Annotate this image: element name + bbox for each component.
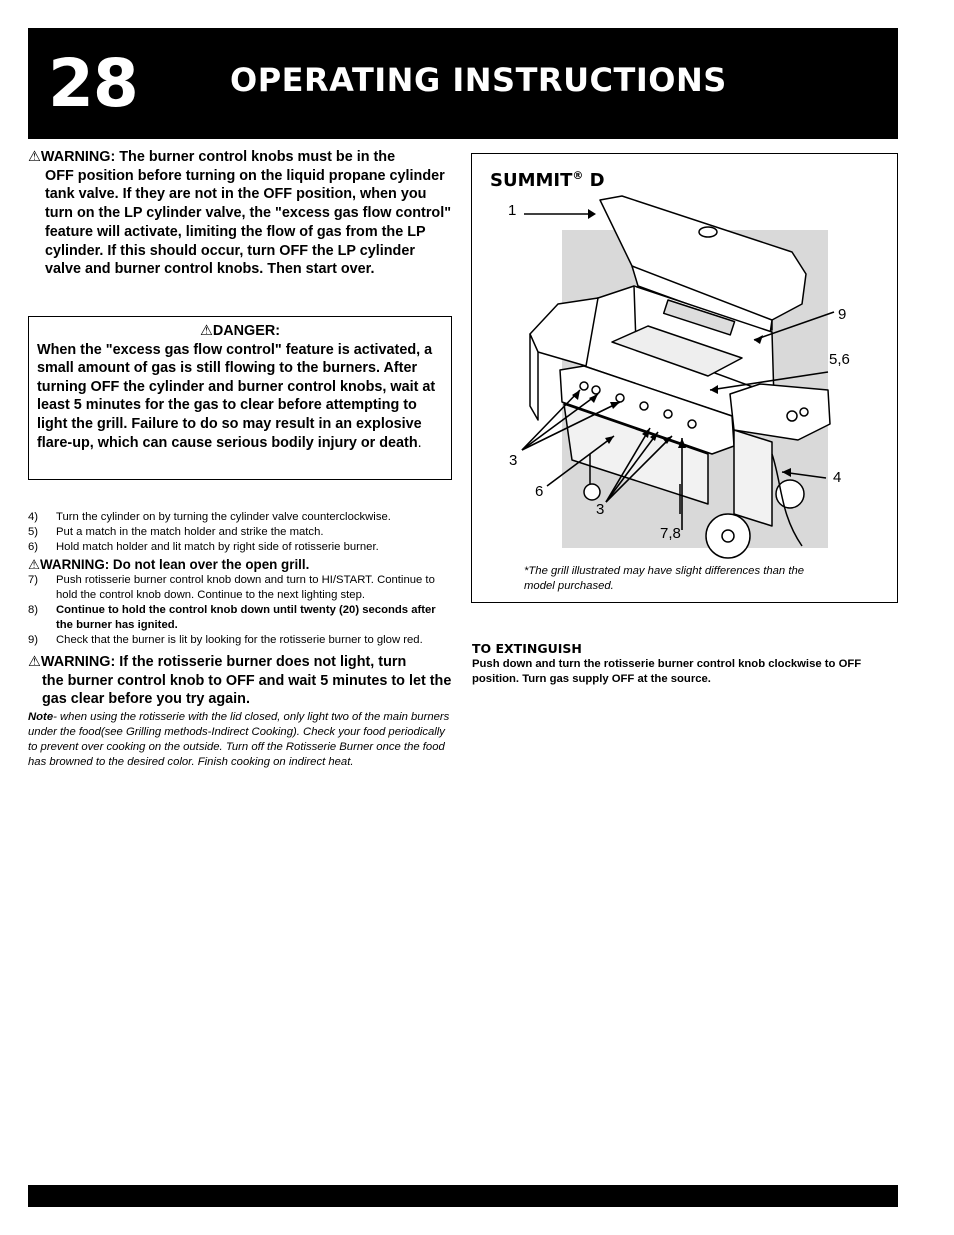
callout-9: 9: [838, 306, 847, 323]
grill-illustration: [472, 154, 897, 602]
warning-rotisserie: ⚠WARNING: If the rotisserie burner does not light, turn the burner control knob to OFF and wait 5 minutes to let the gas clear before you try again.: [28, 654, 452, 708]
danger-title: ⚠DANGER:: [199, 323, 281, 339]
warning-knobs-off: [28, 148, 453, 279]
callout-3-bottom: 3: [596, 501, 605, 518]
footer-bar: [28, 1185, 898, 1207]
extinguish-text: Push down and turn the rotisserie burner control knob clockwise to OFF position. Turn gas supply OFF at the source.: [472, 658, 862, 685]
step-item: 8) Continue to hold the control knob down until twenty (20) seconds after the burner has ignited.: [28, 604, 436, 631]
callout-7-8: 7,8: [660, 525, 681, 542]
step-item: 5) Put a match in the match holder and strike the match.: [28, 526, 324, 538]
lighting-steps: [28, 510, 453, 770]
warning-triangle-icon: ⚠: [28, 557, 41, 572]
page-number: 28: [48, 45, 138, 122]
danger-box: [28, 316, 452, 480]
page-title: OPERATING INSTRUCTIONS: [230, 61, 727, 99]
warning-lead: WARNING: The burner control knobs must be in the: [40, 149, 396, 165]
warning-triangle-icon: ⚠: [199, 323, 213, 339]
step-item: 6) Hold match holder and lit match by right side of rotisserie burner.: [28, 541, 379, 553]
callout-4: 4: [833, 469, 842, 486]
figure-caption: *The grill illustrated may have slight differences than the model purchased.: [524, 565, 805, 592]
extinguish-section: [472, 641, 897, 687]
callout-6: 6: [535, 483, 544, 500]
warning-body: OFF position before turning on the liquid propane cylinder tank valve. If they are not in the OFF position, when you turn on the LP cylinder valve, the "excess gas flow control" feature will activate, limiting the flow of gas from the LP cylinder. If this should occur, turn OFF the LP cylinder valve and burner control knobs. Then start over.: [45, 167, 452, 278]
note: Note- when using the rotisserie with the lid closed, only light two of the main burners under the food(see Grilling methods-Indirect Cooking). Check your food periodically to prevent over cooking on the outside. Turn off the Rotisserie Burner once the food has browned to the desired color. Finish cooking on indirect heat.: [28, 710, 450, 768]
grill-figure: [471, 153, 898, 603]
extinguish-heading: TO EXTINGUISH: [472, 641, 582, 656]
step-item: 4) Turn the cylinder on by turning the cylinder valve counterclockwise.: [28, 511, 391, 523]
callout-5-6: 5,6: [829, 351, 850, 368]
danger-body: When the "excess gas flow control" feature is activated, a small amount of gas is still flowing to the burners. After turning OFF the cylinder and burner control knobs, wait at least 5 minutes for the gas to clear before attempting to light the grill. Failure to do so may result in an explosive flare-up, which can cause serious bodily injury or death.: [37, 341, 436, 451]
warning-triangle-icon: ⚠: [28, 149, 41, 165]
callout-3-left: 3: [509, 452, 518, 469]
step-item: 9) Check that the burner is lit by looking for the rotisserie burner to glow red.: [28, 634, 423, 646]
lean-warning: ⚠WARNING: Do not lean over the open grill.: [28, 557, 310, 572]
step-item: 7) Push rotisserie burner control knob down and turn to HI/START. Continue to hold the control knob down. Continue to the next lighting step.: [28, 574, 435, 601]
callout-1: 1: [508, 202, 517, 219]
warning-triangle-icon: ⚠: [28, 654, 41, 670]
figure-title: SUMMIT® D: [490, 169, 605, 191]
page-header: [28, 28, 898, 139]
